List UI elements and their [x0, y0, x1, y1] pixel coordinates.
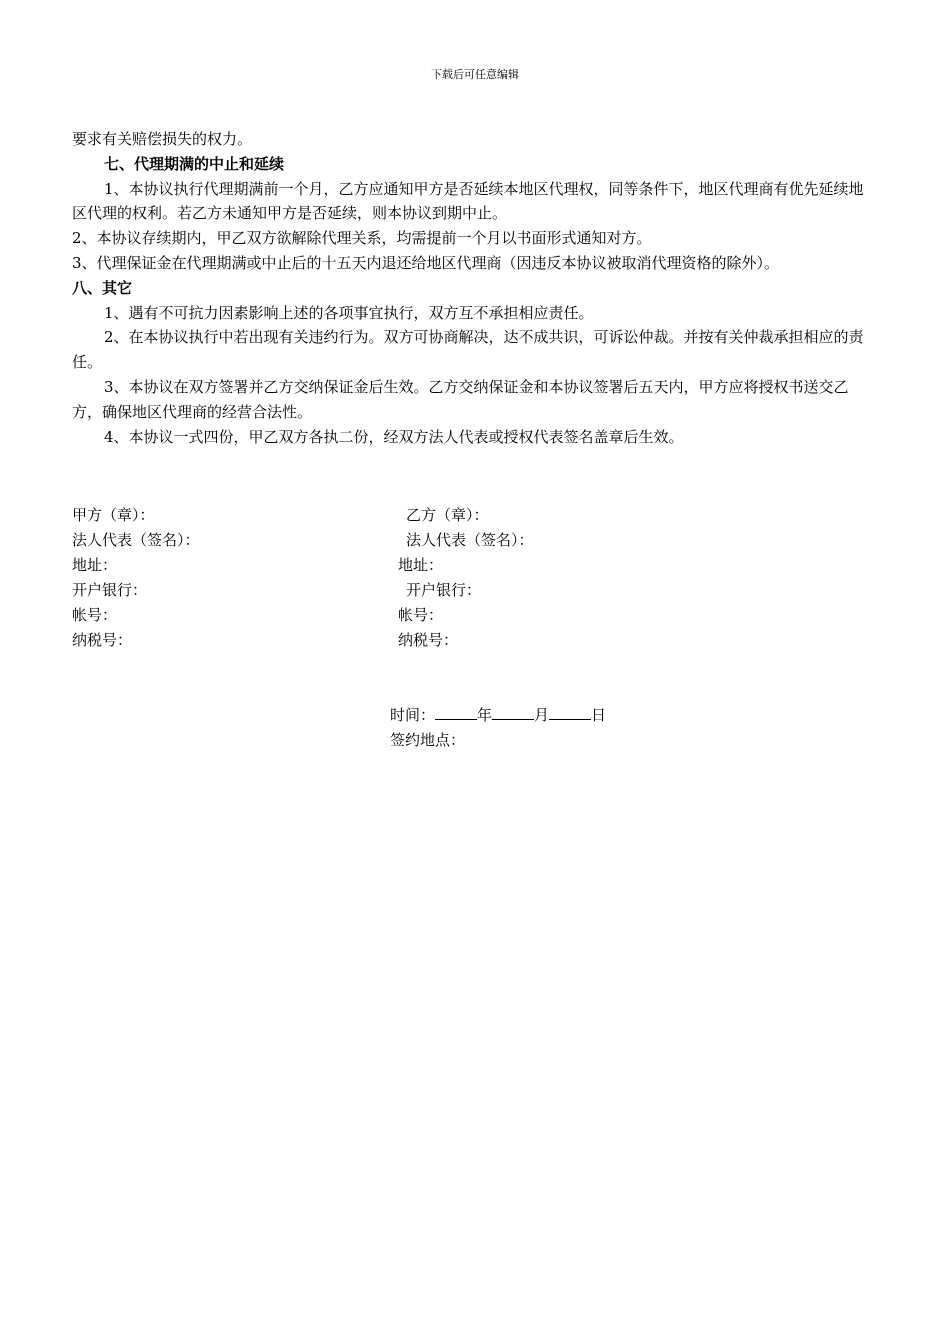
party-b-account: 帐号：	[398, 606, 444, 624]
paragraph: 1、本协议执行代理期满前一个月，乙方应通知甲方是否延续本地区代理权，同等条件下，地区代理商有优先延续地区代理的权利。若乙方未通知甲方是否延续，则本协议到期中止。	[72, 179, 864, 223]
paragraph: 3、本协议在双方签署并乙方交纳保证金后生效。乙方交纳保证金和本协议签署后五天内，甲方应将授权书送交乙方，确保地区代理商的经营合法性。	[72, 377, 849, 421]
signature-row-tax-id	[72, 628, 892, 653]
signature-row-bank	[72, 578, 892, 603]
section-heading-7: 七、代理期满的中止和延续	[104, 154, 285, 173]
paragraph: 2、在本协议执行中若出现有关违约行为。双方可协商解决，达不成共识，可诉讼仲裁。并按有关仲裁承担相应的责任。	[72, 328, 864, 372]
signature-block	[72, 503, 892, 653]
party-b-legal-rep: 法人代表（签名）：	[406, 531, 534, 549]
page-header: 下载后可任意编辑	[431, 68, 519, 81]
signature-row-seal	[72, 503, 892, 528]
party-b-tax-id: 纳税号：	[398, 631, 459, 649]
party-a-tax-id: 纳税号：	[72, 631, 133, 649]
signature-row-legal-rep	[72, 528, 892, 553]
party-a-address: 地址：	[72, 556, 118, 574]
place-label: 签约地点：	[390, 731, 466, 749]
day-blank	[549, 705, 591, 720]
day-label: 日	[591, 706, 607, 724]
paragraph: 2、本协议存续期内，甲乙双方欲解除代理关系，均需提前一个月以书面形式通知对方。	[72, 229, 652, 248]
year-blank	[435, 705, 477, 720]
paragraph: 3、代理保证金在代理期满或中止后的十五天内退还给地区代理商（因违反本协议被取消代理资格的除外）。	[72, 253, 780, 272]
party-b-seal: 乙方（章）：	[406, 506, 489, 524]
year-label: 年	[477, 706, 493, 724]
signature-row-account	[72, 603, 892, 628]
time-label: 时间：	[390, 706, 436, 724]
signature-row-address	[72, 553, 892, 578]
date-line	[390, 703, 606, 728]
party-a-account: 帐号：	[72, 606, 118, 624]
party-a-seal: 甲方（章）：	[72, 506, 155, 524]
month-label: 月	[534, 706, 550, 724]
party-b-bank: 开户银行：	[406, 581, 482, 599]
paragraph: 1、遇有不可抗力因素影响上述的各项事宜执行，双方互不承担相应责任。	[104, 303, 594, 322]
section-heading-8: 八、其它	[72, 278, 133, 297]
party-a-legal-rep: 法人代表（签名）：	[72, 531, 200, 549]
paragraph: 要求有关赔偿损失的权力。	[72, 130, 253, 148]
party-b-address: 地址：	[398, 556, 444, 574]
month-blank	[492, 705, 534, 720]
party-a-bank: 开户银行：	[72, 581, 148, 599]
agreement-body	[72, 127, 872, 449]
date-place-block	[390, 703, 606, 753]
place-line	[390, 728, 606, 753]
paragraph: 4、本协议一式四份，甲乙双方各执二份，经双方法人代表或授权代表签名盖章后生效。	[104, 427, 684, 446]
